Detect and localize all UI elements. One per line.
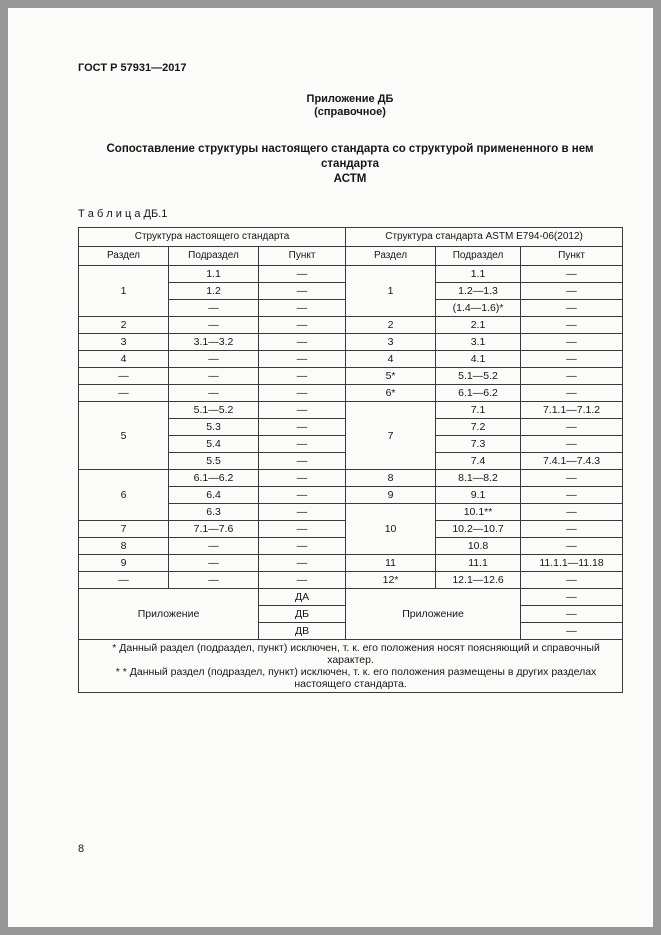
table-cell: 5.4: [169, 436, 259, 453]
table-cell: —: [79, 385, 169, 402]
table-row: [79, 266, 623, 283]
table-cell: 5.1—5.2: [436, 368, 521, 385]
table-cell: —: [79, 368, 169, 385]
table-cell: 10: [346, 504, 436, 555]
table-row: [79, 317, 623, 334]
table-cell: —: [169, 300, 259, 317]
table-row: [79, 572, 623, 589]
table-cell: 1.1: [436, 266, 521, 283]
table-cell: 1: [79, 266, 169, 317]
table-cell: —: [521, 283, 623, 300]
appendix-subtitle: (справочное): [314, 106, 386, 118]
table-cell: —: [259, 504, 346, 521]
table-cell: —: [521, 470, 623, 487]
comparison-table: [78, 227, 623, 693]
table-cell: —: [259, 538, 346, 555]
table-cell: ДВ: [259, 623, 346, 640]
table-cell: 11.1: [436, 555, 521, 572]
table-cell: —: [259, 555, 346, 572]
table-cell: 5: [79, 402, 169, 470]
col-header-podrazdel-left: Подраздел: [169, 247, 259, 266]
table-cell: —: [521, 436, 623, 453]
table-footnote: * * Данный раздел (подраздел, пункт) исключен, т. к. его положения размещены в других разделах настоящего стандарта.: [115, 666, 597, 690]
table-cell: 2: [346, 317, 436, 334]
document-page: [8, 8, 653, 927]
table-cell: —: [169, 538, 259, 555]
group-header-right: Структура стандарта ASTM E794-06(2012): [346, 228, 623, 247]
main-title-line1: Сопоставление структуры настоящего стандарта со структурой примененного в нем стандарта: [106, 143, 594, 170]
table-cell: 11: [346, 555, 436, 572]
table-cell: —: [259, 470, 346, 487]
table-cell: 9.1: [436, 487, 521, 504]
table-cell: 7.4.1—7.4.3: [521, 453, 623, 470]
table-cell: —: [259, 436, 346, 453]
table-cell: 7.1: [436, 402, 521, 419]
table-cell: 2: [79, 317, 169, 334]
table-cell: —: [521, 606, 623, 623]
table-foot: [79, 640, 623, 693]
table-cell: 11.1.1—11.18: [521, 555, 623, 572]
table-cell: 7: [346, 402, 436, 470]
table-row: [79, 589, 623, 606]
table-cell: 5.5: [169, 453, 259, 470]
table-cell: —: [521, 334, 623, 351]
table-head: [79, 228, 623, 266]
table-cell: 6.4: [169, 487, 259, 504]
table-row: [79, 385, 623, 402]
table-cell: —: [259, 368, 346, 385]
table-body: [79, 266, 623, 640]
table-cell: 12.1—12.6: [436, 572, 521, 589]
table-cell: —: [521, 266, 623, 283]
table-cell: —: [521, 385, 623, 402]
table-cell: 6.3: [169, 504, 259, 521]
table-cell: —: [521, 487, 623, 504]
col-header-podrazdel-right: Подраздел: [436, 247, 521, 266]
table-cell: Приложение: [79, 589, 259, 640]
table-cell: 6.1—6.2: [169, 470, 259, 487]
table-cell: 8.1—8.2: [436, 470, 521, 487]
table-cell: —: [259, 385, 346, 402]
table-cell: 3.1—3.2: [169, 334, 259, 351]
table-cell: 7.1.1—7.1.2: [521, 402, 623, 419]
table-cell: 7.3: [436, 436, 521, 453]
table-cell: 1.2: [169, 283, 259, 300]
table-cell: —: [259, 317, 346, 334]
table-cell: 12*: [346, 572, 436, 589]
table-row: [79, 555, 623, 572]
main-title-line2: АСТМ: [333, 173, 367, 185]
table-cell: 7: [79, 521, 169, 538]
table-cell: —: [259, 453, 346, 470]
table-row: [79, 351, 623, 368]
table-cell: ДБ: [259, 606, 346, 623]
table-cell: —: [169, 368, 259, 385]
table-cell: 5*: [346, 368, 436, 385]
table-cell: 7.1—7.6: [169, 521, 259, 538]
table-cell: —: [259, 334, 346, 351]
table-cell: —: [259, 419, 346, 436]
table-cell: ДА: [259, 589, 346, 606]
table-label: Т а б л и ц а ДБ.1: [78, 208, 168, 220]
table-cell: —: [521, 368, 623, 385]
appendix-heading: [78, 93, 622, 119]
table-cell: 3: [346, 334, 436, 351]
table-cell: 5.3: [169, 419, 259, 436]
table-cell: —: [169, 385, 259, 402]
table-row: [79, 368, 623, 385]
appendix-title: Приложение ДБ: [306, 93, 394, 105]
col-header-punkt-right: Пункт: [521, 247, 623, 266]
table-cell: —: [259, 521, 346, 538]
table-row: [79, 470, 623, 487]
table-cell: —: [259, 283, 346, 300]
table-cell: —: [521, 572, 623, 589]
table-cell: —: [169, 317, 259, 334]
table-cell: 1.2—1.3: [436, 283, 521, 300]
table-cell: —: [521, 504, 623, 521]
table-cell: 3: [79, 334, 169, 351]
table-cell: 2.1: [436, 317, 521, 334]
table-cell: 9: [79, 555, 169, 572]
table-cell: 7.4: [436, 453, 521, 470]
footnotes-row: [79, 640, 623, 693]
table-cell: —: [521, 538, 623, 555]
page-number: 8: [78, 843, 85, 855]
table-cell: 8: [346, 470, 436, 487]
table-cell: —: [259, 266, 346, 283]
table-cell: 10.1**: [436, 504, 521, 521]
table-cell: 1.1: [169, 266, 259, 283]
table-cell: 4: [79, 351, 169, 368]
doc-number: ГОСТ Р 57931—2017: [78, 62, 187, 74]
table-cell: —: [521, 623, 623, 640]
column-header-row: [79, 247, 623, 266]
col-header-razdel-left: Раздел: [79, 247, 169, 266]
col-header-razdel-right: Раздел: [346, 247, 436, 266]
table-cell: (1.4—1.6)*: [436, 300, 521, 317]
table-cell: —: [169, 555, 259, 572]
table-row: [79, 402, 623, 419]
table-cell: —: [259, 487, 346, 504]
table-cell: 5.1—5.2: [169, 402, 259, 419]
table-cell: —: [169, 572, 259, 589]
table-cell: —: [521, 419, 623, 436]
table-cell: —: [259, 300, 346, 317]
table-cell: 4.1: [436, 351, 521, 368]
table-cell: 1: [346, 266, 436, 317]
table-cell: 10.8: [436, 538, 521, 555]
table-cell: —: [521, 317, 623, 334]
table-cell: 9: [346, 487, 436, 504]
table-cell: 3.1: [436, 334, 521, 351]
table-cell: —: [259, 402, 346, 419]
group-header-row: [79, 228, 623, 247]
table-cell: 6.1—6.2: [436, 385, 521, 402]
table-cell: —: [259, 572, 346, 589]
table-cell: —: [169, 351, 259, 368]
table-cell: Приложение: [346, 589, 521, 640]
table-cell: 6*: [346, 385, 436, 402]
col-header-punkt-left: Пункт: [259, 247, 346, 266]
main-title: [78, 142, 622, 187]
table-cell: 10.2—10.7: [436, 521, 521, 538]
table-footnotes: [79, 640, 623, 693]
group-header-left: Структура настоящего стандарта: [79, 228, 346, 247]
table-cell: 7.2: [436, 419, 521, 436]
table-cell: —: [521, 521, 623, 538]
table-cell: 4: [346, 351, 436, 368]
table-cell: 8: [79, 538, 169, 555]
table-cell: —: [79, 572, 169, 589]
table-footnote: * Данный раздел (подраздел, пункт) исключен, т. к. его положения носят поясняющий и справочный характер.: [112, 642, 600, 666]
table-cell: —: [259, 351, 346, 368]
table-cell: —: [521, 351, 623, 368]
table-cell: 6: [79, 470, 169, 521]
table-row: [79, 334, 623, 351]
table-cell: —: [521, 300, 623, 317]
table-cell: —: [521, 589, 623, 606]
